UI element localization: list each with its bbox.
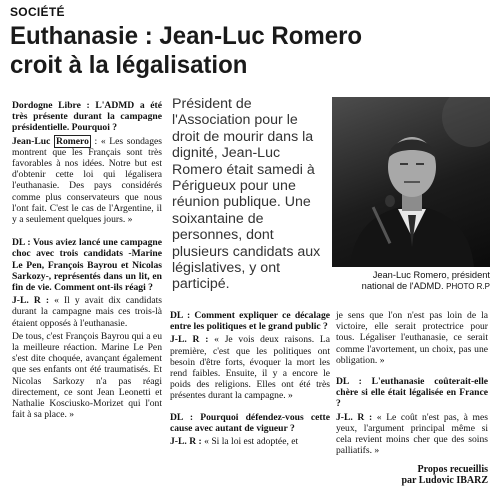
answer-1: Jean-Luc Romero : « Les sondages montrent que les Français sont très favorables à nos idées. Notre but est d'obtenir cette loi qui légalisera l'euthanasie. Des pays considérés comme plus conservateurs que nous l'ont fait. C'est le cas de l'Argentine, il y a seulement quelques jours. »	[12, 135, 162, 226]
question-1: Dordogne Libre : L'ADMD a été très présente durant la campagne présidentielle. Pourquoi ?	[12, 100, 162, 134]
answer-4-continued: je sens que l'on n'est pas loin de la victoire, elle serait protectrice pour tous. Légaliser l'euthanasie, ce serait comme l'avortement, un choix, pas une obligation. »	[336, 310, 488, 366]
question-5: DL : L'euthanasie coûterait-elle chère si elle était légalisée en France ?	[336, 376, 488, 410]
question-3: DL : Comment expliquer ce décalage entre les politiques et le grand public ?	[170, 310, 330, 333]
caption-text: Jean-Luc Romero, président national de l'ADMD.	[361, 270, 490, 291]
speaker-first-name: Jean-Luc	[12, 135, 51, 147]
question-2: DL : Vous aviez lancé une campagne choc avec trois candidats -Marine Le Pen, François Bayrou et Nicolas Sarkozy-, représentés dans un lit, en fin de vie. Comment ont-ils réagi ?	[12, 237, 162, 294]
answer-3: J-L. R : « Je vois deux raisons. La première, c'est que les politiques ont besoin d'être forts, évoquer la mort les rend faibles. Ensuite, il y a encore le poids des religions. Elles ont été très présentes durant la campagne. »	[170, 334, 330, 402]
question-4: DL : Pourquoi défendez-vous cette cause avec autant de vigueur ?	[170, 411, 330, 434]
answer-5: J-L. R : « Le coût n'est pas, à mes yeux, l'argument principal même si cela revient moins cher que des soins palliatifs. »	[336, 411, 488, 457]
headline-line-2: croit à la légalisation	[10, 51, 248, 79]
column-2	[170, 310, 330, 449]
answer-2-continued: De tous, c'est François Bayrou qui a eu la meilleure réaction. Marine Le Pen s'est dite choquée, avançant également que ses enfants ont été traumatisés. Et Nicolas Sarkozy n'a pas réagi directement, ce sont Jean Leonetti et Nathalie Kosciusko-Morizet qui l'ont fait à sa place. »	[12, 330, 162, 421]
byline-line-1: Propos recueillis	[417, 464, 488, 475]
speaker-last-name-highlight: Romero	[56, 135, 89, 147]
portrait-illustration	[332, 97, 490, 267]
photo-caption	[338, 270, 490, 292]
headline-line-1: Euthanasie : Jean-Luc Romero	[10, 22, 363, 50]
article-headline	[10, 22, 471, 80]
byline-line-2: par Ludovic IBARZ	[401, 475, 488, 486]
photo-credit: PHOTO R.P	[446, 282, 490, 291]
section-rubric: SOCIÉTÉ	[10, 5, 65, 19]
column-3	[336, 310, 488, 458]
column-1	[12, 100, 162, 422]
byline-signature	[340, 464, 488, 486]
portrait-photo	[332, 97, 490, 267]
answer-2: J-L. R : « Il y avait dix candidats durant la campagne mais ces trois-là étaient opposés à l'euthanasie.	[12, 295, 162, 329]
article-lede: Président de l'Association pour le droit de mourir dans la dignité, Jean-Luc Romero était samedi à Périgueux pour une réunion publique. Une soixantaine de personnes, dont plusieurs candidats aux législatives, y ont participé.	[172, 96, 321, 293]
answer-4: J-L. R : « Si la loi est adoptée, et	[170, 436, 299, 448]
